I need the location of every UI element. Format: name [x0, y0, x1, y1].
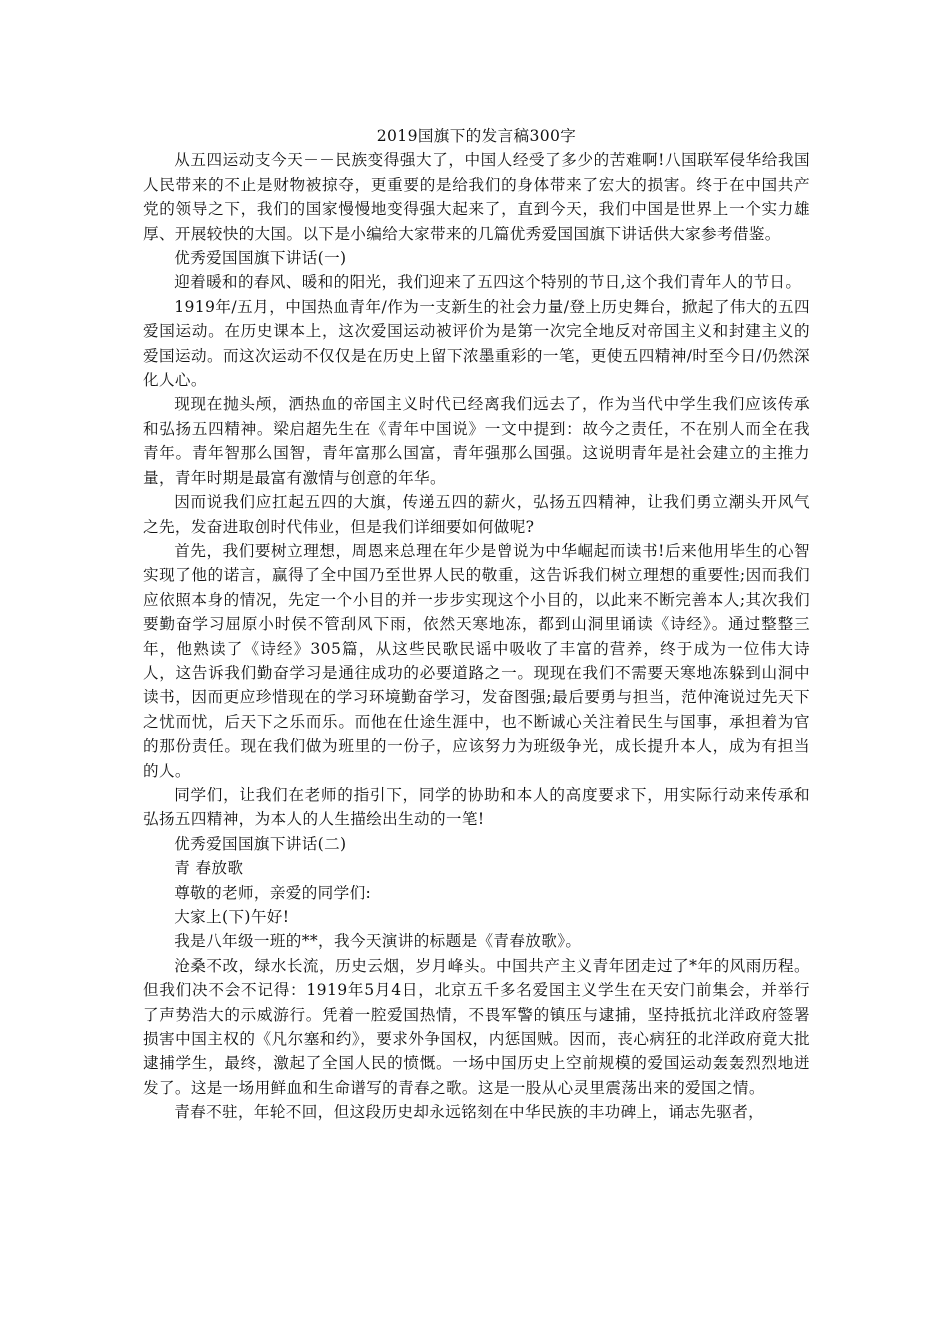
paragraph: 首先，我们要树立理想，周恩来总理在年少是曾说为中华崛起而读书!后来他用毕生的心智实现了他的诺言，赢得了全中国乃至世界人民的敬重，这告诉我们树立理想的重要性;因而我们应依照本身的情况，先定一个小目的并一步步实现这个小目的，以此来不断完善本人;其次我们要勤奋学习屈原小时侯不管刮风下雨，依然天寒地冻，都到山洞里诵读《诗经》。通过整整三年，他熟读了《诗经》305篇，从这些民歌民谣中吸收了丰富的营养，终于成为一位伟大诗人，这告诉我们勤奋学习是通往成功的必要道路之一。现现在我们不需要天寒地冻躲到山洞中读书，因而更应珍惜现在的学习环境勤奋学习，发奋图强;最后要勇与担当，范仲淹说过先天下之忧而忧，后天下之乐而乐。而他在仕途生涯中，也不断诚心关注着民生与国事，承担着为官的那份责任。现在我们做为班里的一份子，应该努力为班级争光，成长提升本人，成为有担当的人。 — [143, 541, 810, 780]
salutation: 尊敬的老师，亲爱的同学们: — [174, 883, 372, 902]
section-heading-2: 优秀爱国国旗下讲话(二) — [174, 834, 347, 853]
paragraph: 青春不驻，年轮不回，但这段历史却永远铭刻在中华民族的丰功碑上，诵志先驱者， — [174, 1103, 765, 1122]
paragraph: 沧桑不改，绿水长流，历史云烟，岁月峰头。中国共产主义青年团走过了*年的风雨历程。但我们决不会不记得：1919年5月4日，北京五千多名爱国主义学生在天安门前集会，并举行了声势浩大的示威游行。凭着一腔爱国热情，不畏军警的镇压与逮捕，坚持抵抗北洋政府签署损害中国主权的《凡尔塞和约》，要求外争国权，内惩国贼。因而，丧心病狂的北洋政府竟大批逮捕学生，最终，激起了全国人民的愤慨。一场中国历史上空前规模的爱国运动轰轰烈烈地迸发了。这是一场用鲜血和生命谱写的青春之歌。这是一股从心灵里震荡出来的爱国之情。 — [143, 956, 810, 1097]
document-title: 2019国旗下的发言稿300字 — [376, 127, 577, 145]
section-heading-1: 优秀爱国国旗下讲话(一) — [174, 249, 347, 268]
paragraph-intro: 从五四运动支今天－－民族变得强大了，中国人经受了多少的苦难啊!八国联军侵华给我国人民带来的不止是财物被掠夺，更重要的是给我们的身体带来了宏大的损害。终于在中国共产党的领导之下，我们的国家慢慢地变得强大起来了，直到今天，我们中国是世界上一个实力雄厚、开展较快的大国。以下是小编给大家带来的几篇优秀爱国国旗下讲话供大家参考借鉴。 — [143, 151, 810, 243]
paragraph: 现现在抛头颅，洒热血的帝国主义时代已经离我们远去了，作为当代中学生我们应该传承和弘扬五四精神。梁启超先生在《青年中国说》一文中提到：故今之责任，不在别人而全在我青年。青年智那么国智，青年富那么国富，青年强那么国强。这说明青年是社会建立的主推力量，青年时期是最富有激情与创意的年华。 — [143, 395, 810, 487]
paragraph: 我是八年级一班的**，我今天演讲的标题是《青春放歌》。 — [174, 932, 582, 951]
document-body — [143, 124, 810, 1125]
paragraph: 迎着暖和的春风、暖和的阳光，我们迎来了五四这个特别的节日,这个我们青年人的节日。 — [174, 273, 802, 292]
speech-title: 青 春放歌 — [174, 859, 244, 878]
greeting: 大家上(下)午好! — [174, 908, 290, 926]
paragraph: 因而说我们应扛起五四的大旗，传递五四的薪火，弘扬五四精神，让我们勇立潮头开风气之先，发奋进取创时代伟业，但是我们详细要如何做呢? — [143, 493, 810, 536]
paragraph: 同学们，让我们在老师的指引下，同学的协助和本人的高度要求下，用实际行动来传承和弘扬五四精神，为本人的人生描绘出生动的一笔! — [143, 785, 810, 829]
paragraph: 1919年/五月，中国热血青年/作为一支新生的社会力量/登上历史舞台，掀起了伟大的五四爱国运动。在历史课本上，这次爱国运动被评价为是第一次完全地反对帝国主义和封建主义的爱国运动。而这次运动不仅仅是在历史上留下浓墨重彩的一笔，更使五四精神/时至今日/仍然深化人心。 — [143, 297, 810, 390]
